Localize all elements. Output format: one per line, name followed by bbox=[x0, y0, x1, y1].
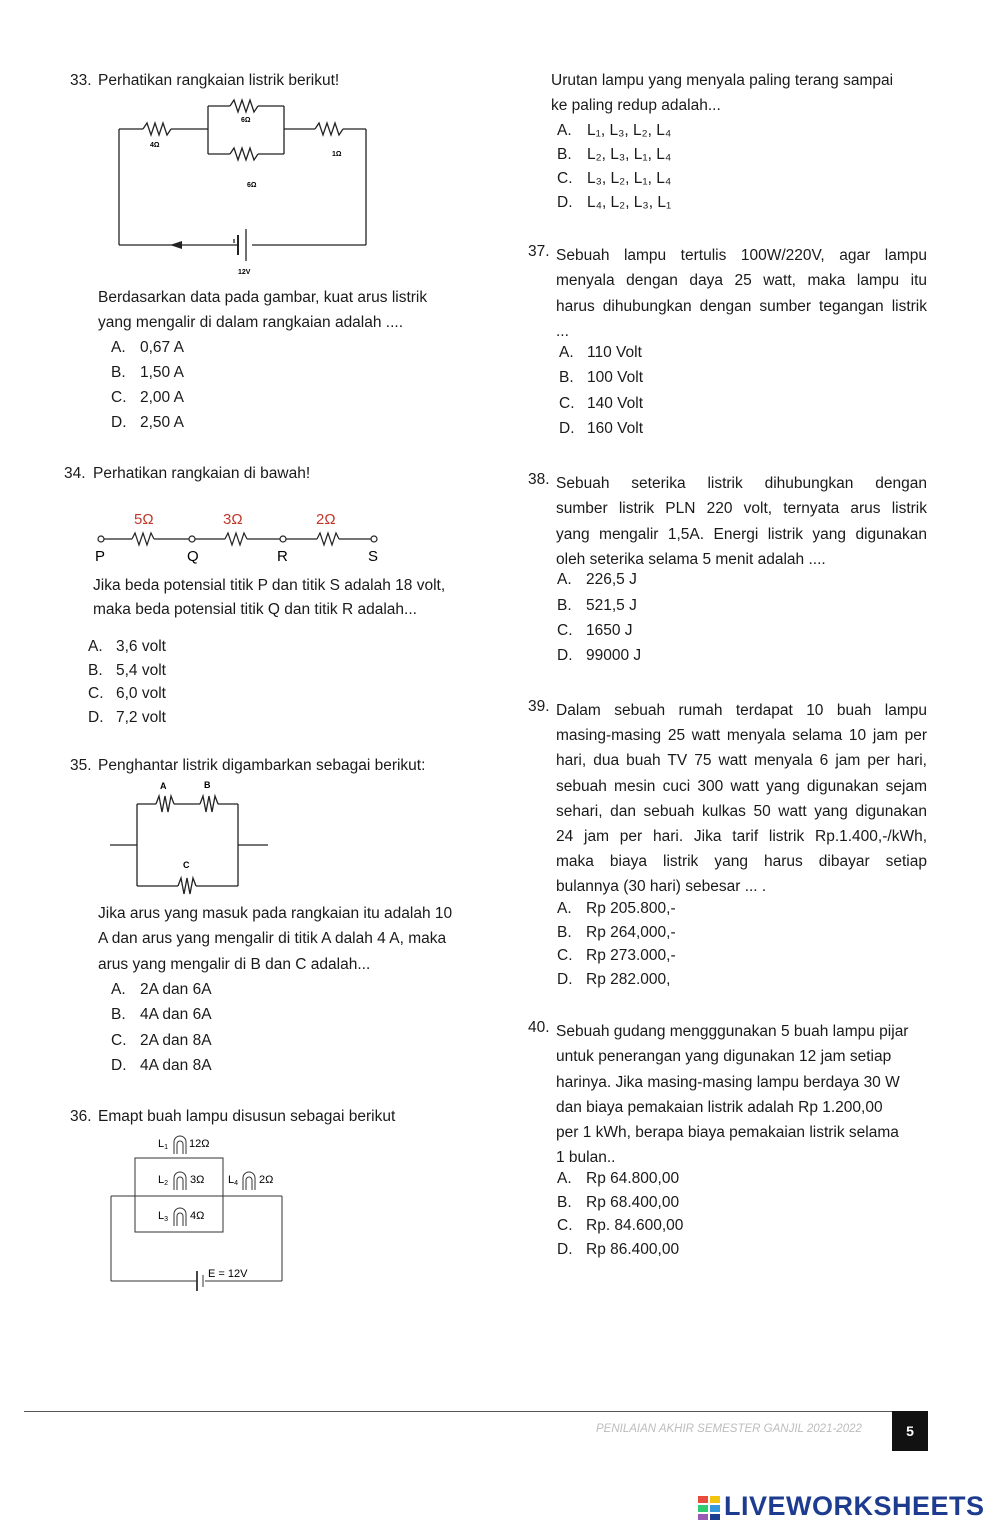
q36-cont-line-1: Urutan lampu yang menyala paling terang sampai bbox=[551, 72, 894, 89]
q33-r-mid-label: 6Ω bbox=[247, 182, 257, 189]
q35-body-line-3: arus yang mengalir di B dan C adalah... bbox=[98, 956, 371, 973]
liveworksheets-brand[interactable]: LIVEWORKSHEETS bbox=[724, 1491, 985, 1521]
q36-lamp3-resistance: 4Ω bbox=[190, 1210, 205, 1222]
q36-option-c[interactable]: C. L₃, L₂, L₁, L₄ bbox=[557, 170, 672, 187]
q38-option-d[interactable]: D. 99000 J bbox=[557, 647, 642, 664]
q39-option-a[interactable]: A. Rp 205.800,- bbox=[557, 900, 676, 917]
q33-body-line-2: yang mengalir di dalam rangkaian adalah .... bbox=[98, 314, 404, 331]
liveworksheets-logo-icon bbox=[698, 1496, 720, 1520]
q36-stem: Emapt buah lampu disusun sebagai berikut bbox=[98, 1108, 396, 1125]
q34-stem: Perhatikan rangkaian di bawah! bbox=[93, 465, 311, 482]
q35-option-a[interactable]: A. 2A dan 6A bbox=[111, 981, 212, 998]
q38-option-b[interactable]: B. 521,5 J bbox=[557, 597, 637, 614]
q33-number: 33. bbox=[70, 72, 92, 89]
q38-option-a[interactable]: A. 226,5 J bbox=[557, 571, 637, 588]
q33-r-top-label: 6Ω bbox=[241, 117, 251, 124]
q39-number: 39. bbox=[528, 698, 550, 715]
q37-option-a[interactable]: A. 110 Volt bbox=[559, 344, 642, 361]
q34-r3-label: 2Ω bbox=[316, 511, 336, 528]
q33-r-left-label: 4Ω bbox=[150, 142, 160, 149]
q34-point-p: P bbox=[95, 548, 106, 565]
q35-option-b[interactable]: B. 4A dan 6A bbox=[111, 1006, 212, 1023]
q37-option-b[interactable]: B. 100 Volt bbox=[559, 369, 644, 386]
q34-r1-label: 5Ω bbox=[134, 511, 154, 528]
q37-option-d[interactable]: D. 160 Volt bbox=[559, 420, 644, 437]
q40-number: 40. bbox=[528, 1019, 550, 1036]
q37-option-c[interactable]: C. 140 Volt bbox=[559, 395, 644, 412]
q36-lamp4-label: L4 bbox=[228, 1174, 239, 1187]
q37-stem: Sebuah lampu tertulis 100W/220V, agar lampu menyala dengan daya 25 watt, maka lampu itu harus dihubungkan dengan sumber tegangan listrik ... bbox=[556, 247, 927, 340]
q33-option-b[interactable]: B. 1,50 A bbox=[111, 364, 184, 381]
page-number: 5 bbox=[892, 1411, 928, 1451]
q33-r-right-label: 1Ω bbox=[332, 151, 342, 158]
q35-point-b: B bbox=[204, 780, 211, 790]
q40-option-a[interactable]: A. Rp 64.800,00 bbox=[557, 1170, 680, 1187]
q36-option-d[interactable]: D. L₄, L₂, L₃, L₁ bbox=[557, 194, 672, 211]
q34-option-c[interactable]: C. 6,0 volt bbox=[88, 685, 166, 702]
q39-option-b[interactable]: B. Rp 264,000,- bbox=[557, 924, 676, 941]
q40-option-d[interactable]: D. Rp 86.400,00 bbox=[557, 1241, 680, 1258]
q36-lamp1-resistance: 12Ω bbox=[189, 1138, 210, 1150]
q35-number: 35. bbox=[70, 757, 92, 774]
q40-stem: Sebuah gudang mengggunakan 5 buah lampu pijar untuk penerangan yang digunakan 12 jam setiap harinya. Jika masing-masing lampu berdaya 30 W dan biaya pemakaian listrik adalah Rp 1.200,00 per 1 kWh, berapa biaya pemakaian listrik selama 1 bulan.. bbox=[556, 1023, 909, 1167]
q33-stem: Perhatikan rangkaian listrik berikut! bbox=[98, 72, 340, 89]
q39-stem: Dalam sebuah rumah terdapat 10 buah lampu masing-masing 25 watt menyala selama 10 jam per hari, dua buah TV 75 watt menyala 6 jam per hari, sebuah mesin cuci 300 watt yang digunakan sejam sehari, dan sebuah kulkas 50 watt yang digunakan 24 jam per hari. Jika tarif listrik Rp.1.400,-/kWh, maka biaya listrik yang harus dibayar setiap bulannya (30 hari) sebesar ... . bbox=[556, 702, 927, 896]
q39-option-c[interactable]: C. Rp 273.000,- bbox=[557, 947, 676, 964]
q34-circuit-diagram bbox=[90, 506, 390, 568]
q33-battery-label: 12V bbox=[238, 269, 251, 276]
q33-option-d[interactable]: D. 2,50 A bbox=[111, 414, 184, 431]
q33-body-line-1: Berdasarkan data pada gambar, kuat arus listrik bbox=[98, 289, 428, 306]
q35-option-d[interactable]: D. 4A dan 8A bbox=[111, 1057, 212, 1074]
q34-point-r: R bbox=[277, 548, 288, 565]
q36-emf-label: E = 12V bbox=[208, 1268, 248, 1280]
q33-circuit-diagram bbox=[110, 92, 380, 282]
q34-option-b[interactable]: B. 5,4 volt bbox=[88, 662, 166, 679]
q36-lamp4-resistance: 2Ω bbox=[259, 1174, 274, 1186]
q38-number: 38. bbox=[528, 471, 550, 488]
q36-lamp1-label: L1 bbox=[158, 1138, 169, 1151]
q35-point-c: C bbox=[183, 860, 190, 870]
q34-point-s: S bbox=[368, 548, 379, 565]
q36-lamp3-label: L3 bbox=[158, 1210, 169, 1223]
q36-number: 36. bbox=[70, 1108, 92, 1125]
q34-point-q: Q bbox=[187, 548, 199, 565]
q38-stem: Sebuah seterika listrik dihubungkan dengan sumber listrik PLN 220 volt, ternyata arus listrik yang mengalir 1,5A. Energi listrik yang digunakan oleh seterika selama 5 menit adalah .... bbox=[556, 475, 927, 568]
q35-circuit-diagram bbox=[108, 776, 278, 898]
q34-body-line-2: maka beda potensial titik Q dan titik R adalah... bbox=[93, 601, 417, 618]
footer-title: PENILAIAN AKHIR SEMESTER GANJIL 2021-2022 bbox=[596, 1423, 862, 1435]
q36-lamp2-resistance: 3Ω bbox=[190, 1174, 205, 1186]
q35-stem: Penghantar listrik digambarkan sebagai berikut: bbox=[98, 757, 426, 774]
q36-circuit-diagram bbox=[106, 1128, 292, 1298]
q37-number: 37. bbox=[528, 243, 550, 260]
q35-body-line-2: A dan arus yang mengalir di titik A dalah 4 A, maka bbox=[98, 930, 447, 947]
q36-lamp2-label: L2 bbox=[158, 1174, 169, 1187]
q35-option-c[interactable]: C. 2A dan 8A bbox=[111, 1032, 212, 1049]
q35-point-a: A bbox=[160, 781, 167, 791]
q35-body-line-1: Jika arus yang masuk pada rangkaian itu adalah 10 bbox=[98, 905, 453, 922]
q34-body-line-1: Jika beda potensial titik P dan titik S adalah 18 volt, bbox=[93, 577, 446, 594]
q33-option-a[interactable]: A. 0,67 A bbox=[111, 339, 184, 356]
q36-cont-line-2: ke paling redup adalah... bbox=[551, 97, 721, 114]
q34-number: 34. bbox=[64, 465, 86, 482]
q34-option-a[interactable]: A. 3,6 volt bbox=[88, 638, 166, 655]
q33-option-c[interactable]: C. 2,00 A bbox=[111, 389, 184, 406]
footer-divider bbox=[24, 1411, 894, 1412]
q34-option-d[interactable]: D. 7,2 volt bbox=[88, 709, 166, 726]
q39-option-d[interactable]: D. Rp 282.000, bbox=[557, 971, 671, 988]
q36-option-a[interactable]: A. L₁, L₃, L₂, L₄ bbox=[557, 122, 672, 139]
q36-option-b[interactable]: B. L₂, L₃, L₁, L₄ bbox=[557, 146, 672, 163]
q38-option-c[interactable]: C. 1650 J bbox=[557, 622, 633, 639]
q34-r2-label: 3Ω bbox=[223, 511, 243, 528]
q40-option-c[interactable]: C. Rp. 84.600,00 bbox=[557, 1217, 684, 1234]
q40-option-b[interactable]: B. Rp 68.400,00 bbox=[557, 1194, 680, 1211]
